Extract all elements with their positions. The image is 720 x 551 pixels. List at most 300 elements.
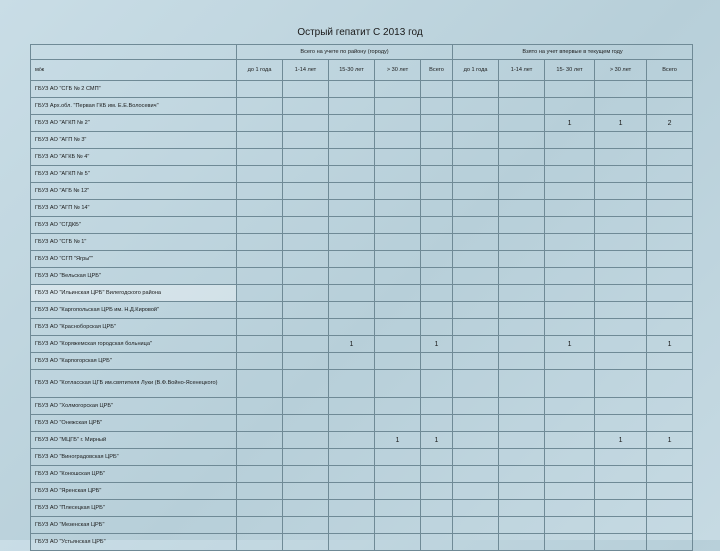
value-cell (283, 517, 329, 534)
value-cell (595, 149, 647, 166)
value-cell (545, 98, 595, 115)
table-row (31, 234, 693, 251)
value-cell (595, 336, 647, 353)
value-cell (283, 336, 329, 353)
value-cell (545, 370, 595, 398)
value-cell (237, 500, 283, 517)
value-cell (329, 483, 375, 500)
value-cell (647, 466, 693, 483)
value-cell (237, 234, 283, 251)
facility-name: ГБУЗ АО "Ильинская ЦРБ" Вилегодского района (31, 285, 237, 302)
value-cell (453, 132, 499, 149)
value-cell (453, 398, 499, 415)
value-cell (647, 251, 693, 268)
value-cell (595, 466, 647, 483)
value-cell (647, 166, 693, 183)
value-cell (595, 268, 647, 285)
value-cell (283, 200, 329, 217)
value-cell (237, 449, 283, 466)
value-cell (237, 132, 283, 149)
facility-name: ГБУЗ АО "Вельская ЦРБ" (31, 268, 237, 285)
value-cell (375, 353, 421, 370)
value-cell (499, 285, 545, 302)
document-title: Острый гепатит С 2013 год (297, 27, 423, 38)
value-cell (647, 415, 693, 432)
value-cell (545, 251, 595, 268)
value-cell (421, 534, 453, 551)
value-cell (237, 466, 283, 483)
facility-name: ГБУЗ АО "СГДКБ" (31, 217, 237, 234)
value-cell (283, 319, 329, 336)
value-cell (453, 336, 499, 353)
value-cell (375, 319, 421, 336)
value-cell (375, 449, 421, 466)
value-cell (595, 132, 647, 149)
value-cell (421, 268, 453, 285)
value-cell (375, 415, 421, 432)
value-cell (375, 483, 421, 500)
value-cell (329, 132, 375, 149)
facility-name: ГБУЗ Арх.обл. "Первая ГКБ им. Е.Е.Волосевич" (31, 98, 237, 115)
header-group-registered: Всего на учете по району (городу) (237, 45, 453, 60)
value-cell (453, 353, 499, 370)
header-row-groups (31, 45, 693, 60)
value-cell (421, 302, 453, 319)
table-row (31, 517, 693, 534)
value-cell (329, 234, 375, 251)
value-cell (647, 449, 693, 466)
facility-name: ГБУЗ АО "Коношская ЦРБ" (31, 466, 237, 483)
value-cell (283, 132, 329, 149)
value-cell (499, 336, 545, 353)
value-cell (283, 81, 329, 98)
value-cell (421, 115, 453, 132)
value-cell (595, 98, 647, 115)
value-cell (375, 149, 421, 166)
value-cell (595, 81, 647, 98)
value-cell (375, 217, 421, 234)
facility-name: ГБУЗ АО "АГКП № 5" (31, 166, 237, 183)
value-cell: 1 (421, 336, 453, 353)
value-cell (283, 251, 329, 268)
value-cell (453, 251, 499, 268)
value-cell (237, 302, 283, 319)
value-cell (595, 183, 647, 200)
value-cell (595, 415, 647, 432)
value-cell (329, 466, 375, 483)
value-cell (499, 432, 545, 449)
value-cell (329, 217, 375, 234)
header-col-total: Всего (647, 60, 693, 81)
value-cell (237, 398, 283, 415)
value-cell (545, 217, 595, 234)
value-cell (421, 415, 453, 432)
facility-name: ГБУЗ АО "Котласская ЦГБ им.святителя Луки (В.Ф.Войно-Ясенецкого) (31, 370, 237, 398)
value-cell (595, 234, 647, 251)
value-cell (421, 132, 453, 149)
value-cell (453, 370, 499, 398)
value-cell (329, 449, 375, 466)
hepatitis-table (30, 44, 693, 551)
value-cell (375, 132, 421, 149)
value-cell (499, 132, 545, 149)
value-cell (375, 336, 421, 353)
value-cell (237, 149, 283, 166)
value-cell (375, 370, 421, 398)
value-cell (595, 517, 647, 534)
value-cell (499, 149, 545, 166)
value-cell (329, 149, 375, 166)
header-col-age: > 30 лет (595, 60, 647, 81)
facility-name: ГБУЗ АО "Карпогорская ЦРБ" (31, 353, 237, 370)
value-cell (421, 81, 453, 98)
value-cell (375, 466, 421, 483)
value-cell (647, 234, 693, 251)
value-cell (375, 268, 421, 285)
value-cell (545, 319, 595, 336)
value-cell (421, 149, 453, 166)
table-row (31, 432, 693, 449)
value-cell (283, 115, 329, 132)
facility-name: ГБУЗ АО "АГКП № 2" (31, 115, 237, 132)
value-cell (453, 415, 499, 432)
value-cell (375, 81, 421, 98)
value-cell (595, 319, 647, 336)
header-empty-cell (31, 45, 237, 60)
value-cell (375, 234, 421, 251)
value-cell (499, 500, 545, 517)
value-cell (453, 449, 499, 466)
value-cell: 1 (545, 336, 595, 353)
value-cell (421, 98, 453, 115)
value-cell (421, 319, 453, 336)
header-col-age: до 1 года (453, 60, 499, 81)
header-group-new: Взято на учет впервые в текущем году (453, 45, 693, 60)
value-cell (283, 183, 329, 200)
value-cell (237, 251, 283, 268)
value-cell: 1 (595, 432, 647, 449)
value-cell (453, 183, 499, 200)
value-cell (545, 534, 595, 551)
value-cell (499, 183, 545, 200)
table-row (31, 466, 693, 483)
value-cell (647, 398, 693, 415)
value-cell (375, 183, 421, 200)
value-cell (237, 115, 283, 132)
value-cell (453, 432, 499, 449)
value-cell (453, 166, 499, 183)
value-cell (375, 98, 421, 115)
value-cell (647, 319, 693, 336)
table-row (31, 200, 693, 217)
value-cell (545, 500, 595, 517)
facility-name: ГБУЗ АО "МЦГБ" г. Мирный (31, 432, 237, 449)
header-col-age: > 30 лет (375, 60, 421, 81)
value-cell (545, 398, 595, 415)
facility-name: ГБУЗ АО "Красноборская ЦРБ" (31, 319, 237, 336)
value-cell (421, 251, 453, 268)
value-cell (499, 200, 545, 217)
table-row (31, 98, 693, 115)
value-cell (237, 285, 283, 302)
value-cell (545, 234, 595, 251)
value-cell (545, 183, 595, 200)
value-cell: 1 (647, 432, 693, 449)
table-row (31, 415, 693, 432)
value-cell (453, 500, 499, 517)
value-cell (329, 268, 375, 285)
value-cell (453, 517, 499, 534)
value-cell (329, 251, 375, 268)
value-cell (499, 370, 545, 398)
value-cell (329, 353, 375, 370)
facility-name: ГБУЗ АО "Каргопольская ЦРБ им. Н.Д.Кировой" (31, 302, 237, 319)
value-cell (545, 449, 595, 466)
table-row (31, 398, 693, 415)
value-cell (545, 432, 595, 449)
value-cell (595, 302, 647, 319)
value-cell (237, 200, 283, 217)
table-row (31, 534, 693, 551)
value-cell (283, 268, 329, 285)
value-cell (647, 534, 693, 551)
value-cell (499, 217, 545, 234)
value-cell (329, 166, 375, 183)
value-cell (283, 166, 329, 183)
value-cell (499, 166, 545, 183)
value-cell (421, 483, 453, 500)
value-cell: 1 (329, 336, 375, 353)
header-col-age: до 1 года (237, 60, 283, 81)
value-cell (329, 517, 375, 534)
table-row (31, 217, 693, 234)
value-cell (375, 398, 421, 415)
table-row (31, 319, 693, 336)
value-cell (595, 449, 647, 466)
value-cell (499, 449, 545, 466)
value-cell (499, 466, 545, 483)
facility-name: ГБУЗ АО "Мезенская ЦРБ" (31, 517, 237, 534)
value-cell (237, 268, 283, 285)
value-cell (453, 466, 499, 483)
value-cell (237, 81, 283, 98)
value-cell (499, 415, 545, 432)
value-cell (499, 251, 545, 268)
value-cell (329, 432, 375, 449)
facility-name: ГБУЗ АО "АГКБ № 4" (31, 149, 237, 166)
value-cell (283, 483, 329, 500)
value-cell: 1 (421, 432, 453, 449)
value-cell (499, 398, 545, 415)
value-cell (283, 285, 329, 302)
facility-name: ГБУЗ АО "Виноградовская ЦРБ" (31, 449, 237, 466)
value-cell (283, 466, 329, 483)
facility-name: ГБУЗ АО "Плесецкая ЦРБ" (31, 500, 237, 517)
value-cell (375, 251, 421, 268)
value-cell (375, 517, 421, 534)
value-cell (453, 534, 499, 551)
table-row (31, 336, 693, 353)
table-row (31, 449, 693, 466)
value-cell (647, 149, 693, 166)
value-cell (499, 353, 545, 370)
value-cell (283, 370, 329, 398)
value-cell (453, 81, 499, 98)
value-cell (329, 200, 375, 217)
value-cell (595, 483, 647, 500)
table-row (31, 183, 693, 200)
value-cell (329, 302, 375, 319)
value-cell (237, 534, 283, 551)
value-cell (453, 483, 499, 500)
value-cell (237, 98, 283, 115)
value-cell (545, 415, 595, 432)
value-cell (545, 285, 595, 302)
value-cell (237, 166, 283, 183)
value-cell (647, 285, 693, 302)
value-cell: 1 (595, 115, 647, 132)
value-cell (329, 500, 375, 517)
value-cell (421, 353, 453, 370)
table-row (31, 132, 693, 149)
value-cell (421, 166, 453, 183)
value-cell (237, 183, 283, 200)
value-cell (421, 398, 453, 415)
table-row (31, 268, 693, 285)
value-cell (283, 302, 329, 319)
value-cell (499, 483, 545, 500)
value-cell (595, 534, 647, 551)
value-cell (545, 132, 595, 149)
value-cell (499, 115, 545, 132)
value-cell (237, 336, 283, 353)
value-cell (647, 81, 693, 98)
value-cell (499, 98, 545, 115)
value-cell (237, 217, 283, 234)
value-cell (421, 517, 453, 534)
value-cell (329, 115, 375, 132)
value-cell (545, 466, 595, 483)
value-cell (545, 81, 595, 98)
value-cell: 2 (647, 115, 693, 132)
value-cell (283, 415, 329, 432)
table-row (31, 149, 693, 166)
value-cell (283, 98, 329, 115)
value-cell (283, 449, 329, 466)
value-cell (647, 370, 693, 398)
header-col-age: 1-14 лет (283, 60, 329, 81)
value-cell (595, 398, 647, 415)
value-cell (421, 449, 453, 466)
value-cell (237, 353, 283, 370)
value-cell (375, 534, 421, 551)
value-cell (545, 166, 595, 183)
facility-name: ГБУЗ АО "Холмогорская ЦРБ" (31, 398, 237, 415)
value-cell: 1 (647, 336, 693, 353)
facility-name: ГБУЗ АО "Яренская ЦРБ" (31, 483, 237, 500)
facility-name: ГБУЗ АО "СГП "Ягры"" (31, 251, 237, 268)
value-cell (329, 319, 375, 336)
value-cell (237, 319, 283, 336)
facility-name: ГБУЗ АО "Коряжемская городская больница" (31, 336, 237, 353)
table-row (31, 483, 693, 500)
value-cell (545, 302, 595, 319)
value-cell (647, 98, 693, 115)
value-cell (329, 183, 375, 200)
header-col-total: Всего (421, 60, 453, 81)
value-cell (545, 149, 595, 166)
value-cell (647, 302, 693, 319)
facility-name: ГБУЗ АО "СГБ № 1" (31, 234, 237, 251)
value-cell (647, 217, 693, 234)
value-cell (421, 500, 453, 517)
value-cell (453, 98, 499, 115)
value-cell (421, 234, 453, 251)
value-cell (545, 268, 595, 285)
value-cell (453, 217, 499, 234)
value-cell (499, 234, 545, 251)
value-cell (595, 200, 647, 217)
value-cell (545, 353, 595, 370)
value-cell (329, 415, 375, 432)
value-cell (647, 353, 693, 370)
header-col-age: 15- 30 лет (545, 60, 595, 81)
value-cell (595, 500, 647, 517)
value-cell (421, 217, 453, 234)
table-row (31, 81, 693, 98)
value-cell (329, 98, 375, 115)
header-col-age: 15-30 лет (329, 60, 375, 81)
value-cell (237, 415, 283, 432)
value-cell (453, 115, 499, 132)
value-cell (329, 534, 375, 551)
facility-name: ГБУЗ АО "АГП № 3" (31, 132, 237, 149)
value-cell (329, 370, 375, 398)
value-cell (283, 432, 329, 449)
value-cell (283, 534, 329, 551)
value-cell (329, 81, 375, 98)
value-cell (499, 302, 545, 319)
value-cell (647, 183, 693, 200)
value-cell (499, 319, 545, 336)
value-cell (283, 398, 329, 415)
facility-name: ГБУЗ АО "Онежская ЦРБ" (31, 415, 237, 432)
header-row-columns (31, 60, 693, 81)
value-cell (595, 353, 647, 370)
value-cell (595, 217, 647, 234)
value-cell (499, 81, 545, 98)
value-cell (283, 217, 329, 234)
value-cell (647, 268, 693, 285)
table-row (31, 115, 693, 132)
table-row (31, 251, 693, 268)
value-cell (237, 517, 283, 534)
facility-name: ГБУЗ АО "Устьянская ЦРБ" (31, 534, 237, 551)
value-cell (375, 166, 421, 183)
value-cell (647, 132, 693, 149)
value-cell (647, 500, 693, 517)
value-cell (453, 149, 499, 166)
value-cell (421, 183, 453, 200)
value-cell (421, 370, 453, 398)
value-cell (283, 353, 329, 370)
value-cell (595, 251, 647, 268)
table-row (31, 500, 693, 517)
value-cell: 1 (545, 115, 595, 132)
value-cell (453, 285, 499, 302)
value-cell (545, 200, 595, 217)
value-cell (237, 432, 283, 449)
